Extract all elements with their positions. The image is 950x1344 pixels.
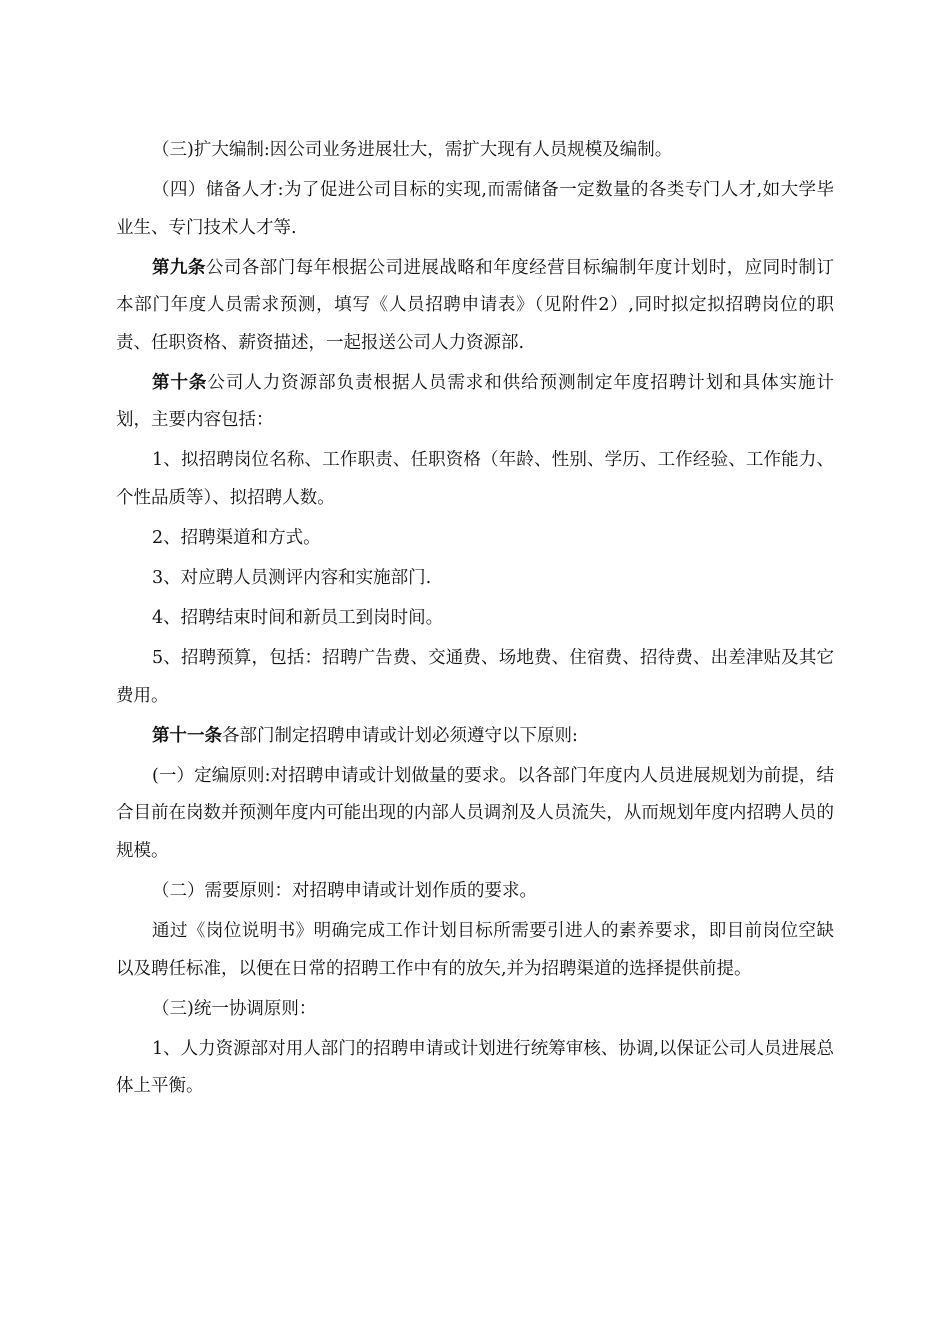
article-heading: 第十条: [152, 372, 208, 393]
paragraph-staffing-principle: [116, 758, 834, 871]
article-heading: 第九条: [152, 257, 206, 278]
list-item-2: [116, 520, 834, 558]
paragraph-hr-review: [116, 1031, 834, 1106]
paragraph-expand-staffing: [116, 132, 834, 170]
paragraph-job-description: [116, 913, 834, 988]
paragraph-talent-reserve: [116, 172, 834, 247]
paragraph-article-11: [116, 718, 834, 756]
paragraph-text: （四）储备人才:为了促进公司目标的实现,而需储备一定数量的各类专门人才,如大学毕业生、专门技术人才等.: [116, 180, 834, 238]
paragraph-text: （三)统一协调原则：: [152, 998, 317, 1019]
list-item-3: [116, 560, 834, 598]
paragraph-text: 通过《岗位说明书》明确完成工作计划目标所需要引进人的素养要求，即目前岗位空缺以及聘任标准，以便在日常的招聘工作中有的放矢,并为招聘渠道的选择提供前提。: [116, 921, 834, 979]
paragraph-text: 公司各部门每年根据公司进展战略和年度经营目标编制年度计划时，应同时制订本部门年度人员需求预测，填写《人员招聘申请表》（见附件2）,同时拟定拟招聘岗位的职责、任职资格、薪资描述，一起报送公司人力资源部.: [116, 257, 835, 353]
list-item-4: [116, 600, 834, 638]
paragraph-text: 各部门制定招聘申请或计划必须遵守以下原则:: [222, 725, 578, 746]
paragraph-text: 2、招聘渠道和方式。: [152, 527, 321, 548]
document-body: [116, 132, 834, 1108]
paragraph-text: 公司人力资源部负责根据人员需求和供给预测制定年度招聘计划和具体实施计划，主要内容包括：: [116, 372, 834, 431]
paragraph-coordination-principle: [116, 991, 834, 1029]
paragraph-text: 1、人力资源部对用人部门的招聘申请或计划进行统筹审核、协调,以保证公司人员进展总体上平衡。: [116, 1038, 834, 1097]
paragraph-text: 3、对应聘人员测评内容和实施部门.: [152, 568, 432, 589]
paragraph-text: （二）需要原则：对招聘申请或计划作质的要求。: [152, 881, 537, 902]
paragraph-text: （三)扩大编制:因公司业务进展壮大，需扩大现有人员规模及编制。: [152, 140, 673, 160]
paragraph-text: 1、拟招聘岗位名称、工作职责、任职资格（年龄、性别、学历、工作经验、工作能力、个性品质等）、拟招聘人数。: [116, 450, 834, 508]
list-item-5: [116, 640, 834, 715]
paragraph-need-principle: [116, 873, 834, 911]
list-item-1: [116, 442, 834, 517]
paragraph-text: 4、招聘结束时间和新员工到岗时间。: [152, 608, 444, 629]
paragraph-text: (一）定编原则:对招聘申请或计划做量的要求。以各部门年度内人员进展规划为前提，结合目前在岗数并预测年度内可能出现的内部人员调剂及人员流失，从而规划年度内招聘人员的规模。: [116, 765, 834, 861]
article-heading: 第十一条: [152, 725, 222, 746]
paragraph-article-9: [116, 250, 834, 363]
paragraph-article-10: [116, 365, 834, 440]
paragraph-text: 5、招聘预算，包括：招聘广告费、交通费、场地费、住宿费、招待费、出差津贴及其它费用。: [116, 648, 834, 706]
